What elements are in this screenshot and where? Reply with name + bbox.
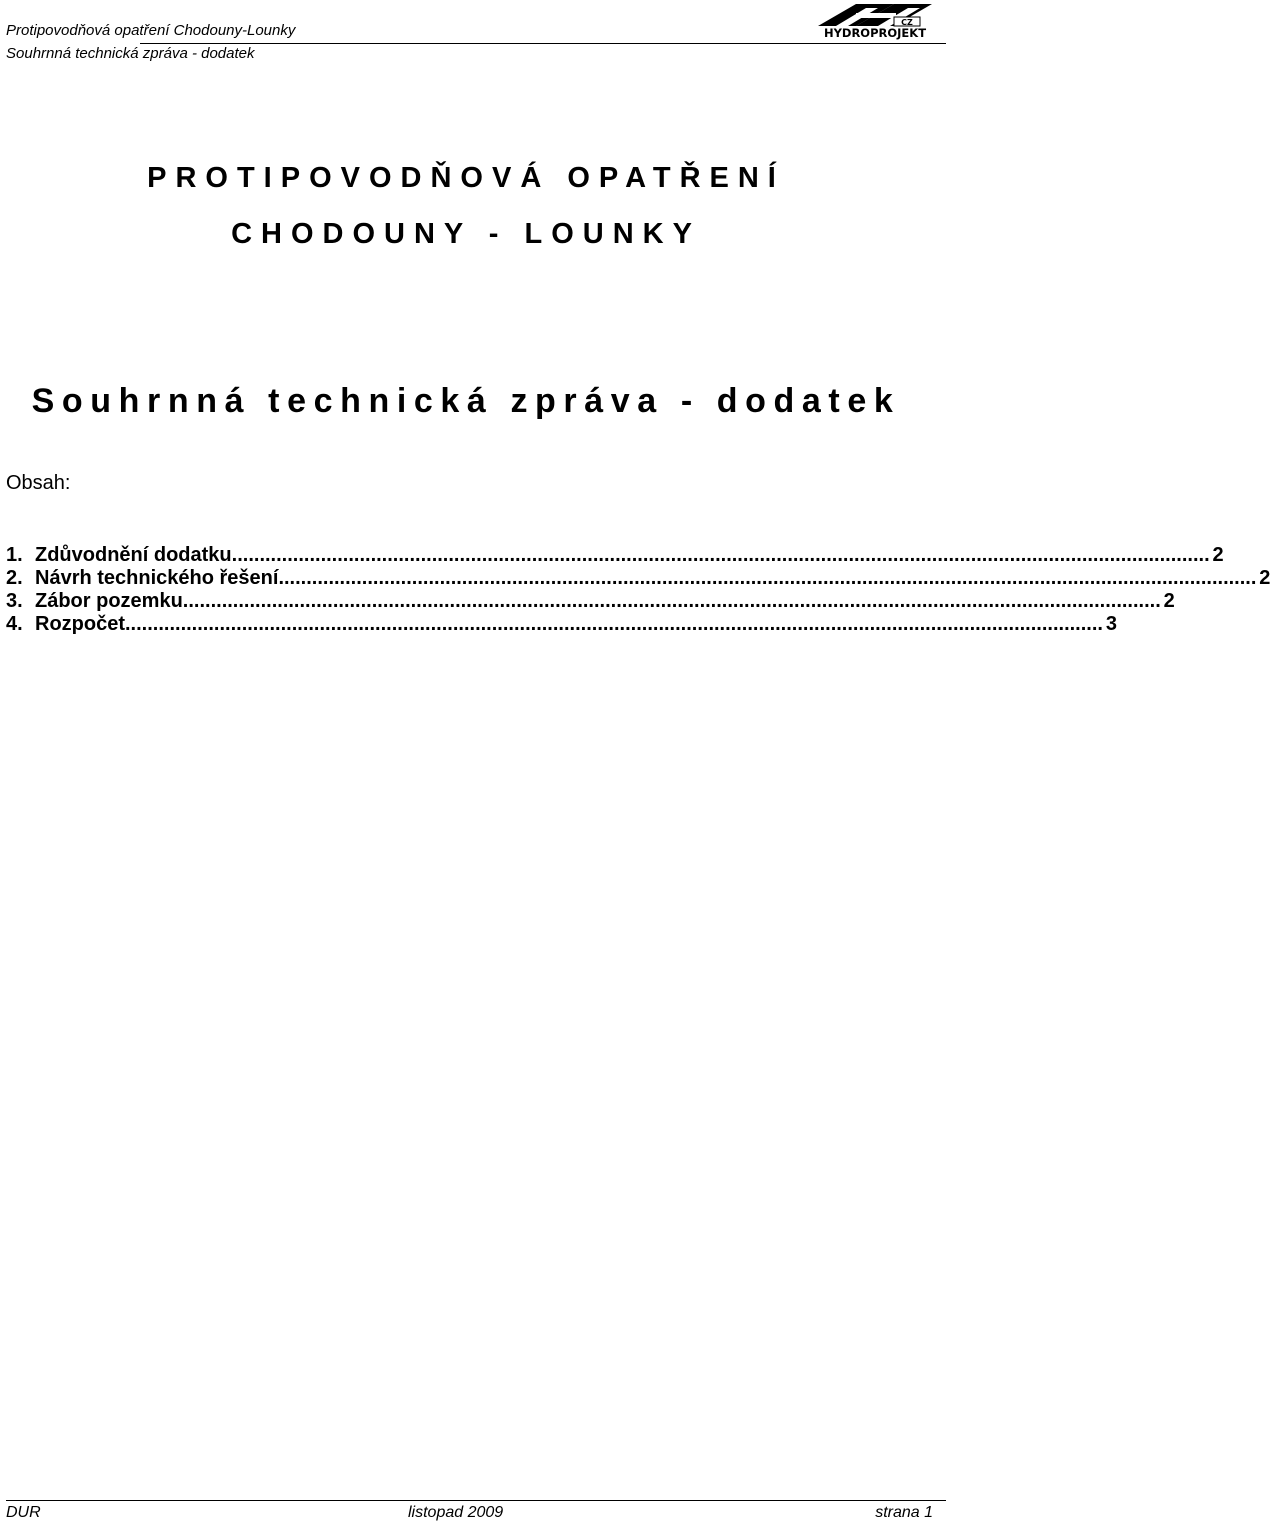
toc-item-title: Rozpočet	[35, 613, 125, 635]
toc-leader: ................................................................................................................................................................................	[231, 544, 1210, 566]
toc-item-number: 2.	[6, 567, 23, 589]
header-project-name: Protipovodňová opatření Chodouny-Lounky	[6, 22, 296, 39]
toc-item-page: 2	[1212, 544, 1224, 566]
toc-item-title: Zdůvodnění dodatku	[35, 544, 232, 566]
header-document-title: Souhrnná technická zpráva - dodatek	[6, 45, 255, 62]
toc-leader: ................................................................................................................................................................................	[125, 613, 1103, 635]
toc-item[interactable]	[6, 567, 1270, 590]
hydroprojekt-logo	[816, 2, 934, 40]
toc-item-title: Návrh technického řešení	[35, 567, 279, 589]
toc-leader: ................................................................................................................................................................................	[278, 567, 1257, 589]
logo-badge: CZ	[901, 18, 913, 27]
toc-item-page: 2	[1259, 567, 1270, 589]
toc-item[interactable]	[6, 590, 1175, 613]
footer-stage: DUR	[6, 1504, 41, 1521]
toc-item[interactable]	[6, 544, 1224, 567]
footer-date: listopad 2009	[408, 1504, 504, 1521]
main-title-line1: PROTIPOVODŇOVÁ OPATŘENÍ	[147, 162, 785, 194]
toc-item-title: Zábor pozemku	[35, 590, 183, 612]
toc-item[interactable]	[6, 613, 1117, 636]
logo-wordmark: HYDROPROJEKT	[823, 26, 927, 40]
toc-item-page: 3	[1105, 613, 1117, 635]
table-of-contents	[6, 544, 1270, 636]
contents-label: Obsah:	[6, 472, 71, 494]
footer-divider	[6, 1500, 946, 1501]
main-title-line2: CHODOUNY - LOUNKY	[231, 218, 701, 250]
footer-page-number: strana 1	[875, 1504, 933, 1521]
document-subtitle: Souhrnná technická zpráva - dodatek	[31, 382, 901, 420]
toc-leader: ................................................................................................................................................................................	[182, 590, 1161, 612]
toc-item-page: 2	[1163, 590, 1175, 612]
header-divider	[140, 43, 946, 44]
toc-item-number: 4.	[6, 613, 23, 635]
toc-item-number: 1.	[6, 544, 23, 566]
toc-item-number: 3.	[6, 590, 23, 612]
